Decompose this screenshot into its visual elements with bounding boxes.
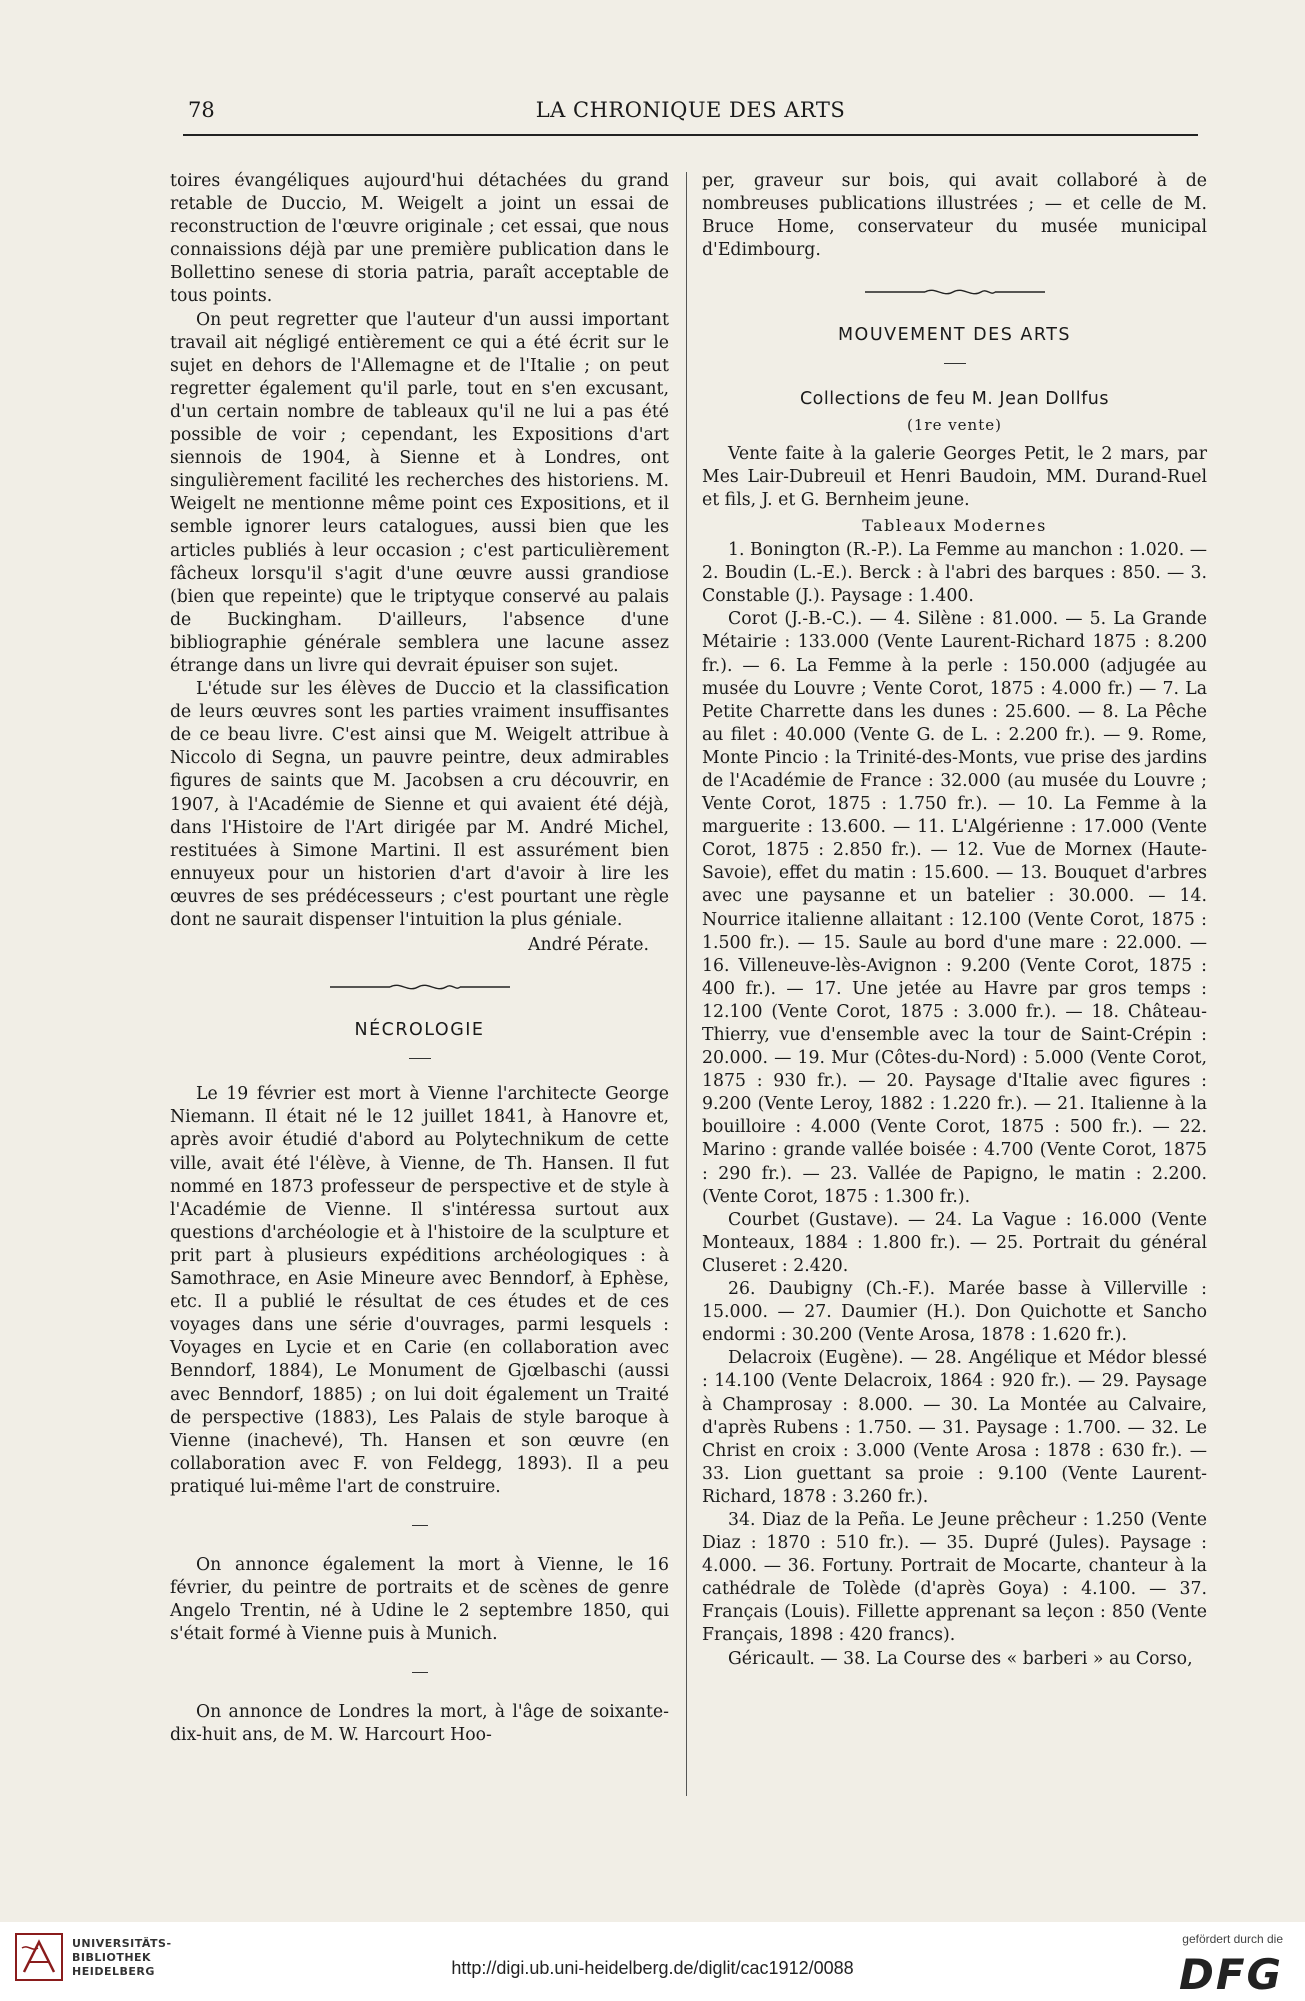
source-url[interactable]: http://digi.ub.uni-heidelberg.de/diglit/cac1912/0088 bbox=[451, 1958, 854, 1978]
necrology-heading: NÉCROLOGIE bbox=[354, 1020, 485, 1041]
article-paragraph: L'étude sur les élèves de Duccio et la classification de leurs œuvres sont les parties vraiment insuffisantes de ce beau livre. C'est ainsi que M. Weigelt attribue à Niccolo di Segna, un pauvre peintre, deux admirables figures de saints que M. Jacobsen a cru découvrir, en 1907, à l'Académie de Sienne et qui avaient été déjà, dans l'Histoire de l'Art dirigée par M. André Michel, restituées à Simone Martini. Il est assurément bien ennuyeux pour un historien d'art d'avoir à lire les œuvres de ses prédécesseurs ; c'est pourtant une règle dont ne saurait dispenser l'intuition la plus géniale. bbox=[170, 679, 669, 930]
funder-caption: gefördert durch die bbox=[1182, 1932, 1283, 1946]
necrology-paragraph: On annonce de Londres la mort, à l'âge de soixante-dix-huit ans, de M. W. Harcourt Hoo- bbox=[170, 1702, 669, 1746]
catalogue-subheading: Tableaux Modernes bbox=[862, 515, 1047, 535]
sale-title: Collections de feu M. Jean Dollfus bbox=[799, 389, 1110, 410]
lot-paragraph: 34. Diaz de la Peña. Le Jeune prêcheur : 1.250 (Vente Diaz : 1870 : 510 fr.). — 35. Dupré (Jules). Paysage : 4.000. — 36. Fortuny. Portrait de Mocarte, chanteur à la cathédrale de Tolède (d'après Goya) : 4.100. — 37. Français (Louis). Fillette apprenant sa leçon : 850 (Vente Français, 1898 : 420 francs). bbox=[702, 1509, 1207, 1646]
author-signature: André Pérate. bbox=[528, 935, 649, 956]
necrology-paragraph: On annonce également la mort à Vienne, le 16 février, du peintre de portraits et de scènes de genre Angelo Trentin, né à Udine le 2 septembre 1850, qui s'était formé à Vienne puis à Munich. bbox=[170, 1554, 669, 1645]
page-number: 78 bbox=[188, 98, 215, 122]
right-column bbox=[702, 170, 1207, 1671]
left-column bbox=[170, 170, 669, 1748]
header-rule bbox=[183, 134, 1198, 136]
article-paragraph: toires évangéliques aujourd'hui détachées du grand retable de Duccio, M. Weigelt a joint un essai de reconstruction de l'œuvre originale ; cet essai, que nous connaissions déjà par une première publication dans le Bollettino senese di storia patria, paraît acceptable de tous points. bbox=[170, 171, 669, 307]
running-head bbox=[183, 98, 1198, 132]
ornament-divider bbox=[330, 981, 510, 993]
ornament-divider bbox=[865, 286, 1045, 298]
article-paragraph: On peut regretter que l'auteur d'un aussi important travail ait négligé entièrement ce qui a été écrit sur le sujet en dehors de l'Allemagne et de l'Italie ; on peut regretter également qu'il parle, tout en s'en excusant, d'un certain nombre de tableaux qu'il ne lui a pas été possible de voir ; cependant, les Expositions d'art siennois de 1904, à Sienne et à Londres, ont singulièrement facilité les recherches des historiens. M. Weigelt ne mentionne même point ces Expositions, et il semble ignorer leurs catalogues, aussi bien que les articles publiés à leur occasion ; c'est particulièrement fâcheux lorsqu'il s'agit d'une œuvre aussi grandiose (bien que repeinte) que le triptyque conservé au palais de Buckingham. D'ailleurs, l'absence d'une bibliographie générale semblera une lacune assez étrange dans un livre qui devrait épuiser son sujet. bbox=[170, 309, 669, 676]
heading-rule bbox=[944, 363, 966, 364]
journal-title: LA CHRONIQUE DES ARTS bbox=[535, 98, 846, 122]
sale-subtitle: (1re vente) bbox=[907, 415, 1002, 434]
column-divider bbox=[686, 172, 687, 1796]
lot-paragraph: Courbet (Gustave). — 24. La Vague : 16.000 (Vente Monteaux, 1884 : 1.800 fr.). — 25. Portrait du général Cluseret : 2.420. bbox=[702, 1209, 1207, 1276]
mouvement-heading: MOUVEMENT DES ARTS bbox=[837, 325, 1072, 346]
sale-intro: Vente faite à la galerie Georges Petit, le 2 mars, par Mes Lair-Dubreuil et Henri Baudoin, MM. Durand-Ruel et fils, J. et G. Bernheim jeune. bbox=[702, 443, 1207, 510]
continuation-paragraph: per, graveur sur bois, qui avait collaboré à de nombreuses publications illustrées ; — et celle de M. Bruce Home, conservateur du musée municipal d'Edimbourg. bbox=[702, 171, 1207, 261]
section-break-rule bbox=[412, 1525, 428, 1526]
heading-rule bbox=[409, 1058, 431, 1059]
necrology-paragraph: Le 19 février est mort à Vienne l'architecte George Niemann. Il était né le 12 juillet 1841, à Hanovre et, après avoir étudié d'abord au Polytechnikum de cette ville, avait été l'élève, à Vienne, de Th. Hansen. Il fut nommé en 1873 professeur de perspective et de style à l'Académie de Vienne. Il s'intéressa surtout aux questions d'archéologie et à l'histoire de la sculpture et prit part à plusieurs expéditions archéologiques : à Samothrace, en Asie Mineure avec Benndorf, à Ephèse, etc. Il a publié le résultat de ces études et de ces voyages dans une série d'ouvrages, parmi lesquels : Voyages en Lycie et en Carie (en collaboration avec Benndorf, 1884), Le Monument de Gjœlbaschi (aussi avec Benndorf, 1885) ; on lui doit également un Traité de perspective (1883), Les Palais de style baroque à Vienne (inachevé), Th. Hansen et son œuvre (en collaboration avec F. von Feldegg, 1893). Il a peu pratiqué lui-même l'art de construire. bbox=[170, 1084, 669, 1497]
lot-paragraph: Corot (J.-B.-C.). — 4. Silène : 81.000. — 5. La Grande Métairie : 133.000 (Vente Laurent-Richard 1875 : 8.200 fr.). — 6. La Femme à la perle : 150.000 (adjugée au musée du Louvre ; Vente Corot, 1875 : 4.000 fr.) — 7. La Petite Charrette dans les dunes : 25.600. — 8. La Pêche au filet : 40.000 (Vente G. de L. : 2.200 fr.). — 9. Rome, Monte Pincio : la Trinité-des-Monts, vue prise des jardins de l'Académie de France : 32.000 (au musée du Louvre ; Vente Corot, 1875 : 1.750 fr.). — 10. La Femme à la marguerite : 13.600. — 11. L'Algérienne : 17.000 (Vente Corot, 1875 : 2.850 fr.). — 12. Vue de Mornex (Haute-Savoie), effet du matin : 15.600. — 13. Bouquet d'arbres avec une paysanne et un batelier : 30.000. — 14. Nourrice italienne allaitant : 12.100 (Vente Corot, 1875 : 1.500 fr.). — 15. Saule au bord d'une mare : 22.000. — 16. Villeneuve-lès-Avignon : 9.200 (Vente Corot, 1875 : 400 fr.). — 17. Une jetée au Havre par gros temps : 12.100 (Vente Corot, 1875 : 3.000 fr.). — 18. Château-Thierry, vue d'ensemble avec la tour de Saint-Crépin : 20.000. — 19. Mur (Côtes-du-Nord) : 5.000 (Vente Corot, 1875 : 930 fr.). — 20. Paysage d'Italie avec figures : 9.200 (Vente Leroy, 1882 : 1.220 fr.). — 21. Italienne à la bouilloire : 4.000 (Vente Corot, 1875 : 500 fr.). — 22. Marino : grande vallée boisée : 4.700 (Vente Corot, 1875 : 290 fr.). — 23. Vallée de Papigno, le matin : 2.200. (Vente Corot, 1875 : 1.300 fr.). bbox=[702, 609, 1207, 1207]
library-name: UNIVERSITÄTS- BIBLIOTHEK HEIDELBERG bbox=[72, 1937, 172, 1978]
lot-paragraph: 26. Daubigny (Ch.-F.). Marée basse à Villerville : 15.000. — 27. Daumier (H.). Don Quichotte et Sancho endormi : 30.200 (Vente Arosa, 1878 : 1.620 fr.). bbox=[702, 1279, 1207, 1346]
lot-paragraph: 1. Bonington (R.-P.). La Femme au manchon : 1.020. — 2. Boudin (L.-E.). Berck : à l'abri des barques : 850. — 3. Constable (J.). Paysage : 1.400. bbox=[702, 540, 1208, 607]
lot-paragraph: Géricault. — 38. La Course des « barberi » au Corso, bbox=[728, 1648, 1193, 1669]
dfg-logo: DFG bbox=[1178, 1950, 1283, 1999]
section-break-rule bbox=[412, 1672, 428, 1673]
lot-paragraph: Delacroix (Eugène). — 28. Angélique et Médor blessé : 14.100 (Vente Delacroix, 1864 : 920 fr.). — 29. Paysage à Champrosay : 8.000. — 30. La Montée au Calvaire, d'après Rubens : 1.750. — 31. Paysage : 1.700. — 32. Le Christ en croix : 3.000 (Vente Arosa : 1878 : 630 fr.). — 33. Lion guettant sa proie : 9.100 (Vente Laurent-Richard, 1878 : 3.260 fr.). bbox=[702, 1348, 1207, 1507]
